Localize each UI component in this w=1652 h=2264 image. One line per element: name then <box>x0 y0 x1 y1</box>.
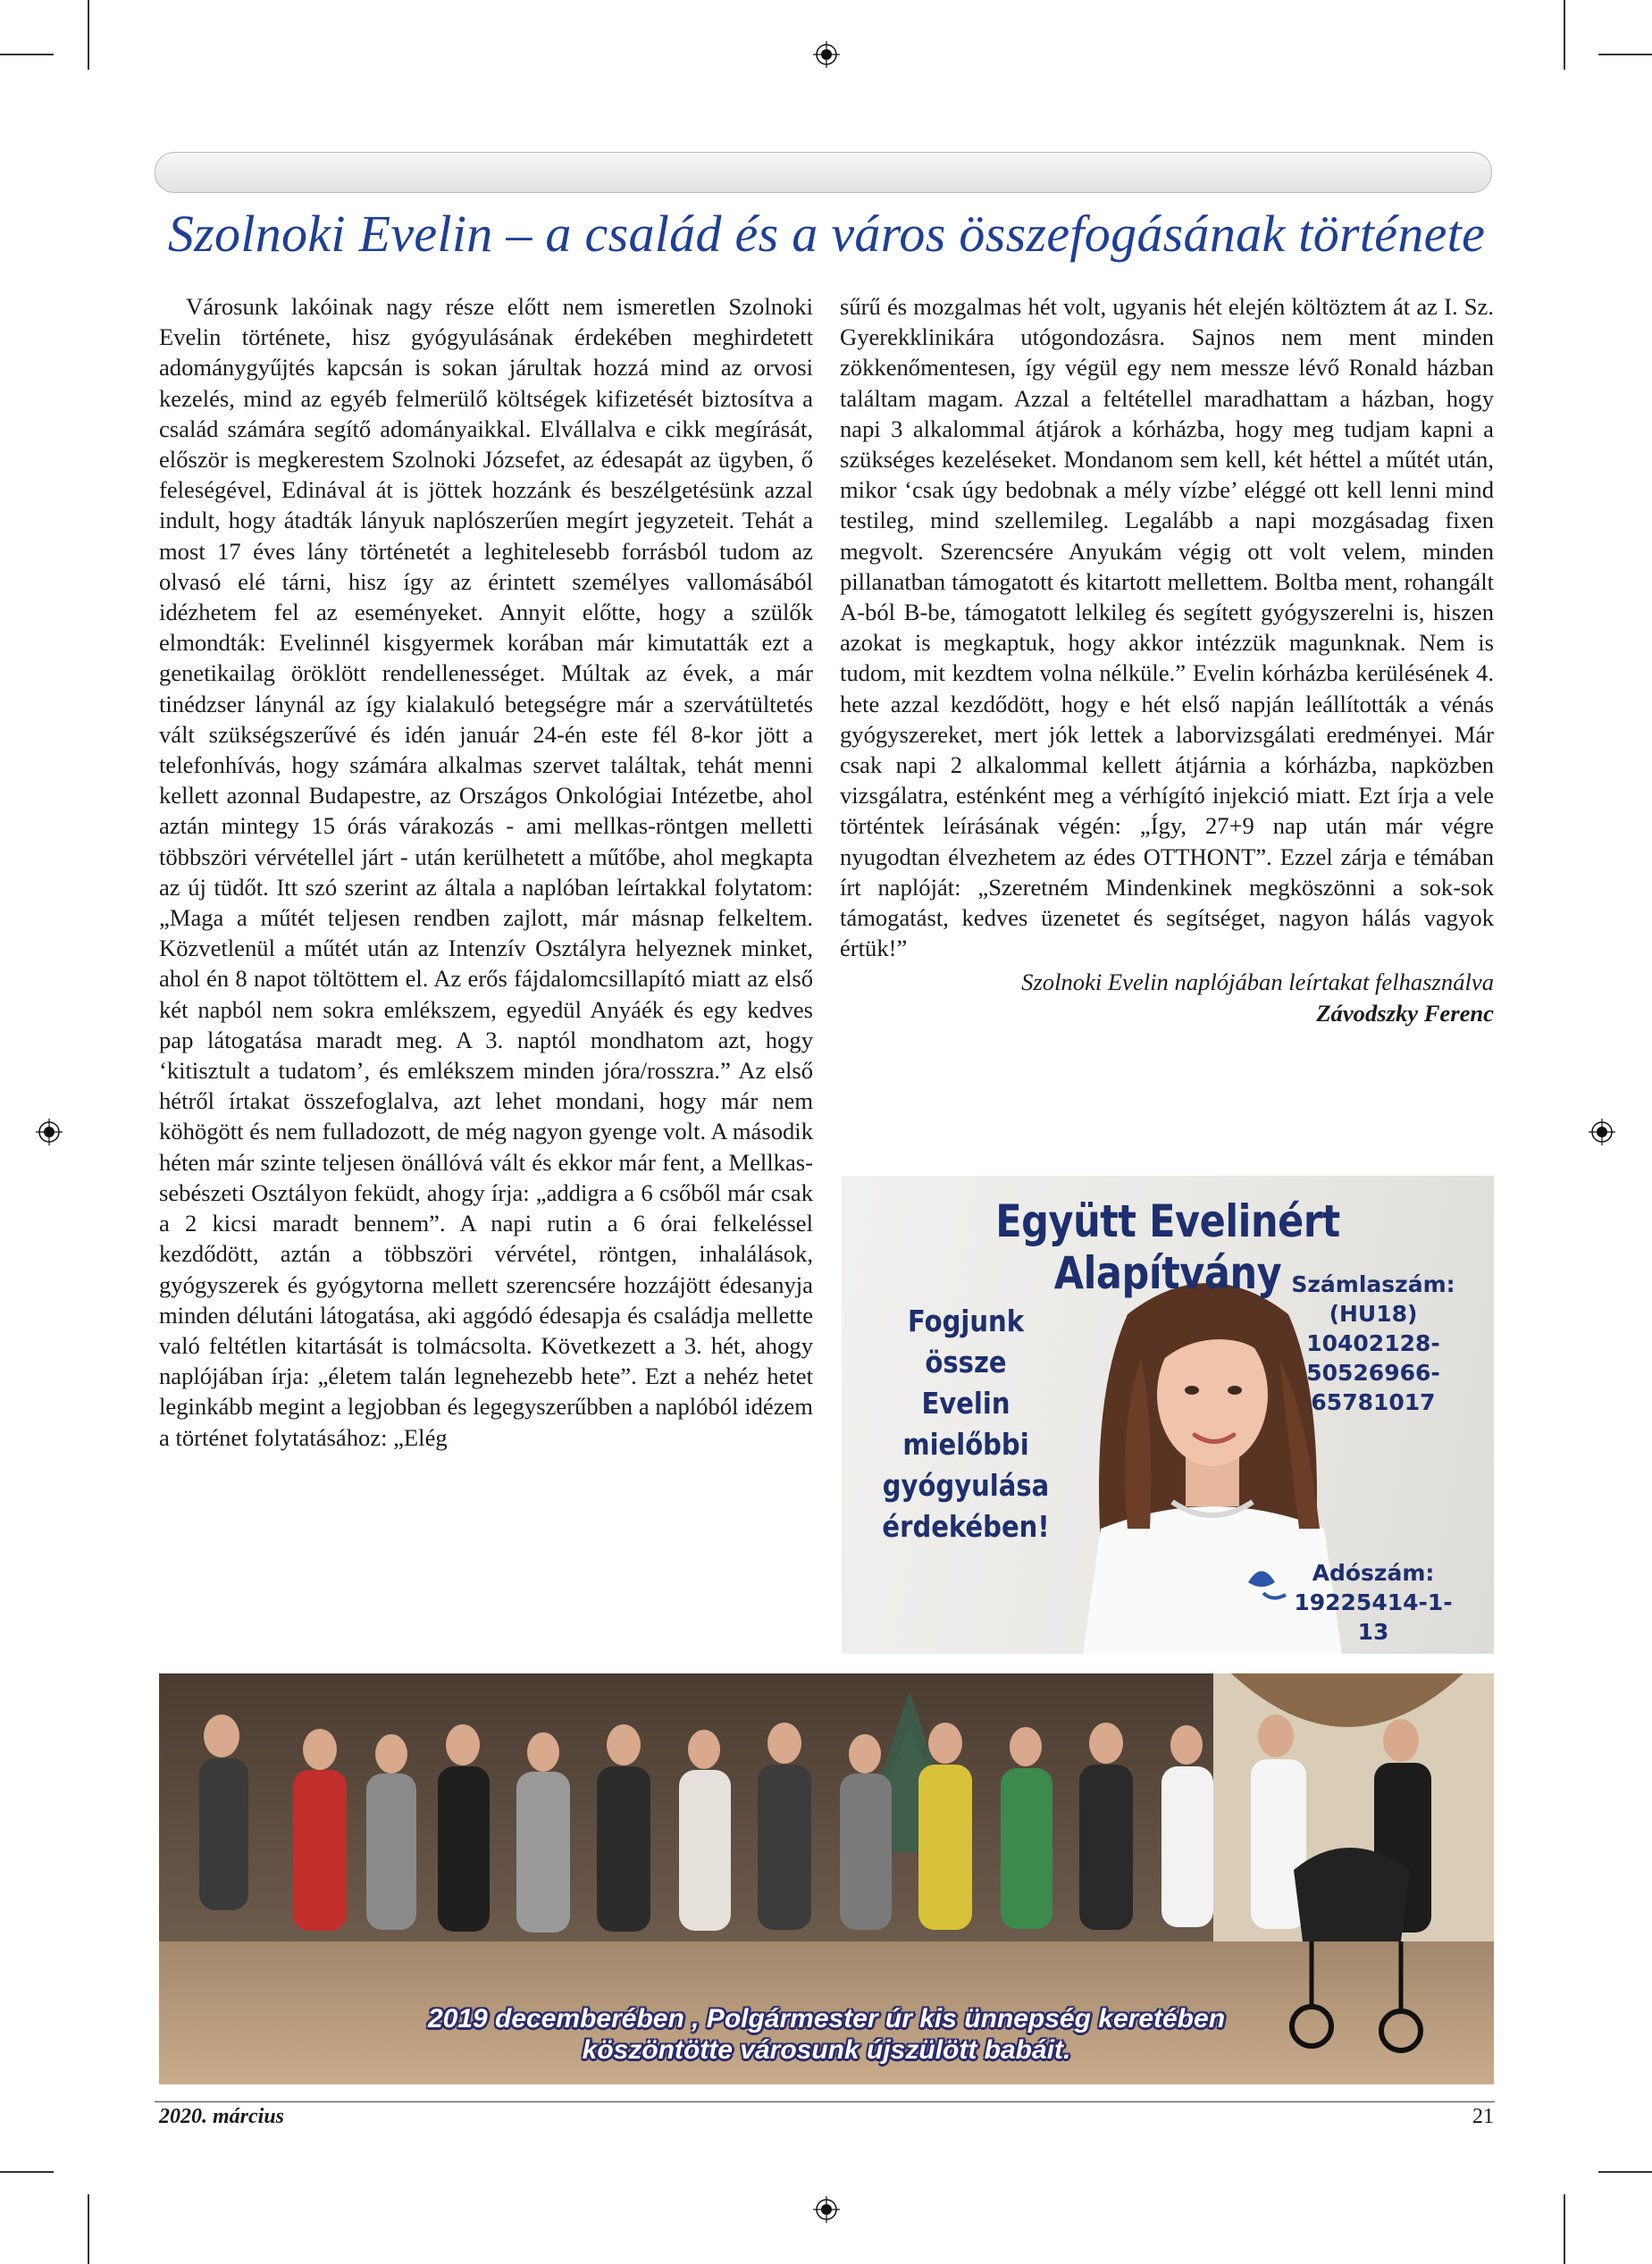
article-column-right <box>840 291 1494 1028</box>
crop-mark <box>1598 2171 1652 2173</box>
article-paragraph: Városunk lakóinak nagy része előtt nem ismeretlen Szolnoki Evelin története, hisz gyógyulásának érdekében meghirdetett adománygyűjtés kapcsán is sokan járultak hozzá mind az orvosi kezelés, mind az egyéb felmerülő költségek kifizetését biztosítva a család számára segítő adományaikkal. Elvállalva e cikk megírását, először is megkerestem Szolnoki Józsefet, az édesapát az ügyben, ő feleségével, Edinával át is jöttek hozzánk és beszélgetésünk azzal indult, hogy átadták lányuk naplószerűen megírt jegyzeteit. Tehát a most 17 éves lány történetét a leghitelesebb forrásból tudom az olvasó elé tárni, hisz így az érintett személyes vallomásából idézhetem fel az eseményeket. Annyit előtte, hogy a szülők elmondták: Evelinnél kisgyermek korában már kimutatták ezt a genetikailag öröklött rendellenességet. Múltak az évek, a már tinédzser lánynál az így kialakuló betegségre már a szervátültetés vált szükségszerűvé és idén január 24-én este fél 8-kor jött a telefonhívás, hogy számára alkalmas szervet találtak, tehát menni kellett azonnal Budapestre, az Országos Onkológiai Intézetbe, ahol aztán mintegy 15 órás várakozás - ami mellkas-röntgen melletti többszöri vérvétellel járt - után kerülhetett a műtőbe, ahol megkapta az új tüdőt. Itt szó szerint az általa a naplóban leírtakkal folytatom: „Maga a műtét teljesen rendben zajlott, már másnap felkeltem. Közvetlenül a műtét után az Intenzív Osztályra helyeznek minket, ahol én 8 napot töltöttem el. Az erős fájdalomcsillapító miatt az első két napból nem sokra emlékszem, egyedül Anyáék és egy kedves pap látogatása maradt meg. A 3. naptól mondhatom azt, hogy ‘kitisztult a tudatom’, és emlékszem minden jóra/rosszra.” Az első hétről írtakat összefoglalva, azt lehet mondani, hogy már nem köhögött és nem fulladozott, de még nagyon gyenge volt. A második héten már szinte teljesen önállóvá vált és ekkor már fent, a Mellkas-sebészeti Osztályon feküdt, ahogy írja: „addigra a 6 csőből már csak a 2 kicsi maradt bennem”. A napi rutin a 6 órai felkeléssel kezdődött, aztán a többszöri vérvétel, röntgen, inhalálások, gyógyszerek és gyógytorna mellett szerencsére hozzájött édesanyja minden délutáni látogatása, aki aggódó édesapja és családja mellette való feltétlen kitartását is tolmácsolta. Következett a 3. hét, ahogy naplójában írja: „életem talán legnehezebb hete”. Ezt a nehéz hetet leginkább megint a legjobban és legegyszerűbben a naplóból idézem a történet folytatásához: „Elég <box>159 293 813 1451</box>
crop-mark <box>0 54 54 55</box>
registration-mark-icon <box>1589 1119 1615 1145</box>
crop-mark <box>88 2194 89 2264</box>
account-label: Számlaszám: <box>1291 1271 1455 1297</box>
footer-divider <box>155 2101 1495 2102</box>
article-author: Závodszky Ferenc <box>1316 999 1494 1027</box>
article-column-left <box>159 291 813 1453</box>
page-number: 21 <box>1472 2105 1494 2128</box>
section-header-bar <box>155 152 1492 193</box>
crop-mark <box>0 2171 54 2173</box>
registration-mark-icon <box>813 2196 840 2223</box>
slogan-line: érdekében! <box>882 1509 1050 1544</box>
photo-caption: köszöntötte városunk újszülött babáit. <box>582 2035 1071 2065</box>
slogan-line: Evelin <box>921 1386 1010 1421</box>
foundation-poster <box>842 1176 1494 1654</box>
article-byline: Szolnoki Evelin naplójában leírtakat felhasználva <box>1021 968 1494 996</box>
account-line: 10402128- <box>1306 1330 1440 1356</box>
slogan-line: gyógyulása <box>882 1468 1050 1503</box>
tax-number: 19225414-1-13 <box>1294 1589 1453 1645</box>
slogan-line: össze <box>925 1345 1007 1379</box>
tax-label: Adószám: <box>1312 1560 1435 1586</box>
crop-mark <box>88 0 89 70</box>
slogan-line: Fogjunk <box>907 1304 1025 1338</box>
photo-caption: 2019 decemberében , Polgármester úr kis ünnepség keretében <box>427 2004 1226 2033</box>
slogan-line: mielőbbi <box>902 1427 1029 1462</box>
crop-mark <box>1564 0 1565 70</box>
registration-mark-icon <box>813 41 840 68</box>
issue-date: 2020. március <box>159 2105 285 2128</box>
group-photo <box>159 1673 1494 2084</box>
crop-mark <box>1598 54 1652 55</box>
article-paragraph: sűrű és mozgalmas hét volt, ugyanis hét elején költöztem át az I. Sz. Gyerekklinikára utógondozásra. Sajnos nem ment minden zökkenőmentesen, így végül egy nem messze lévő Ronald házban találtam magam. Azzal a feltétellel maradhattam a házban, hogy napi 3 alkalommal átjárok a kórházba, hogy meg tudjam kapni a szükséges kezeléseket. Mondanom sem kell, két héttel a műtét után, mikor ‘csak úgy bedobnak a mély vízbe’ eléggé ott kell lenni mind testileg, mind szellemileg. Legalább a napi mozgásadag fixen megvolt. Szerencsére Anyukám végig ott volt velem, minden pillanatban támogatott és kitartott mellettem. Boltba ment, rohangált A-ból B-be, támogatott lelkileg és segített gyógyszerelni is, hiszen azokat is megkaptuk, hogy akkor intézzük magunknak. Nem is tudom, mit kezdtem volna nélküle.” Evelin kórházba kerülésének 4. hete azzal kezdődött, hogy e hét első napján leállították a vénás gyógyszereket, mert jók lettek a laborvizsgálati eredményei. Már csak napi 2 alkalommal kellett átjárnia a kórházba, napközben vizsgálatra, esténként meg a vérhígító injekció miatt. Ezt írja a vele történtek leírásának végén: „Így, 27+9 nap után már végre nyugodtan élvezhetem az édes OTTHONT”. Ezzel zárja e témában írt naplóját: „Szeretném Mindenkinek megköszönni a sok-sok támogatást, kedves üzenetet és segítséget, nagyon hálás vagyok értük!” <box>840 293 1494 962</box>
article-title: Szolnoki Evelin – a család és a város összefogásának története <box>167 205 1486 263</box>
tax-number-info <box>1279 1558 1467 1647</box>
crop-mark <box>1564 2194 1565 2264</box>
poster-title: Együtt Evelinért Alapítvány <box>995 1195 1340 1299</box>
account-line: 50526966- <box>1306 1360 1440 1386</box>
account-line: (HU18) <box>1329 1301 1418 1327</box>
poster-slogan <box>868 1301 1064 1547</box>
bank-account-info <box>1279 1270 1467 1417</box>
account-line: 65781017 <box>1311 1389 1436 1415</box>
registration-mark-icon <box>36 1119 63 1145</box>
